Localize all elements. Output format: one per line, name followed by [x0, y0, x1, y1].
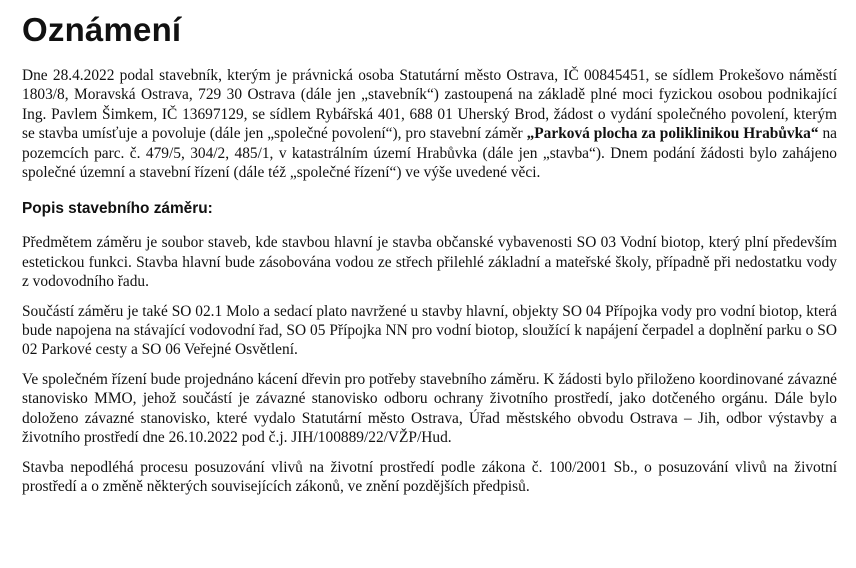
intro-text-part1: Dne 28.4.2022 podal stavebník, kterým je právnická osoba Statutární město Ostrava, IČ 00845451, se sídlem Prokešovo náměstí 1803/8, Moravská Ostrava, 729 30 Ostrava (dále jen „stavebník“) zastoupená na základě plné moci fyzickou osobou podnikající Ing. Pavlem Šimkem, IČ 13697129, se sídlem Rybářská 401, 688 01 Uherský Brod, žádost o vydání společného povolení, kterým se stavba umísťuje a povoluje (dále jen „společné povolení“), pro stavební záměr	[22, 67, 837, 143]
project-name: „Parková plocha za poliklinikou Hrabůvka“	[526, 125, 819, 143]
section-heading: Popis stavebního záměru:	[22, 200, 213, 218]
document-page	[22, 0, 837, 496]
page-title: Oznámení	[22, 11, 182, 48]
description-paragraph-4: Stavba nepodléhá procesu posuzování vlivů na životní prostředí podle zákona č. 100/2001 Sb., o posuzování vlivů na životní prostředí a o změně některých souvisejících zákonů, ve znění pozdějších předpisů.	[22, 458, 837, 495]
description-paragraph-2: Součástí záměru je také SO 02.1 Molo a sedací plato navržené u stavby hlavní, objekty SO 04 Přípojka vody pro vodní biotop, která bude napojena na stávající vodovodní řad, SO 05 Přípojka NN pro vodní biotop, sloužící k napájení čerpadel a doplnění parku o SO 02 Parkové cesty a SO 06 Veřejné Osvětlení.	[22, 302, 837, 359]
description-paragraph-3: Ve společném řízení bude projednáno kácení dřevin pro potřeby stavebního záměru. K žádosti bylo přiloženo koordinované závazné stanovisko MMO, jehož součástí je závazné stanovisko odboru ochrany životního prostředí, jako dotčeného orgánu. Dále bylo doloženo závazné stanovisko, které vydalo Statutární město Ostrava, Úřad městského obvodu Ostrava – Jih, odbor výstavby a životního prostředí dne 26.10.2022 pod č.j. JIH/100889/22/VŽP/Hud.	[22, 370, 837, 447]
description-paragraph-1: Předmětem záměru je soubor staveb, kde stavbou hlavní je stavba občanské vybavenosti SO 03 Vodní biotop, který plní především estetickou funkci. Stavba hlavní bude zásobována vodou ze střech přilehlé základní a mateřské školy, případně při nedostatku vody z vodovodního řadu.	[22, 234, 837, 291]
intro-text-part2: na pozemcích parc. č. 479/5, 304/2, 485/1, v katastrálním území Hrabůvka (dále jen „stavba“). Dnem podání žádosti bylo zahájeno společné územní a stavební řízení (dále též „společné řízení“) ve výše uvedené věci.	[22, 125, 838, 182]
intro-paragraph	[22, 66, 837, 182]
